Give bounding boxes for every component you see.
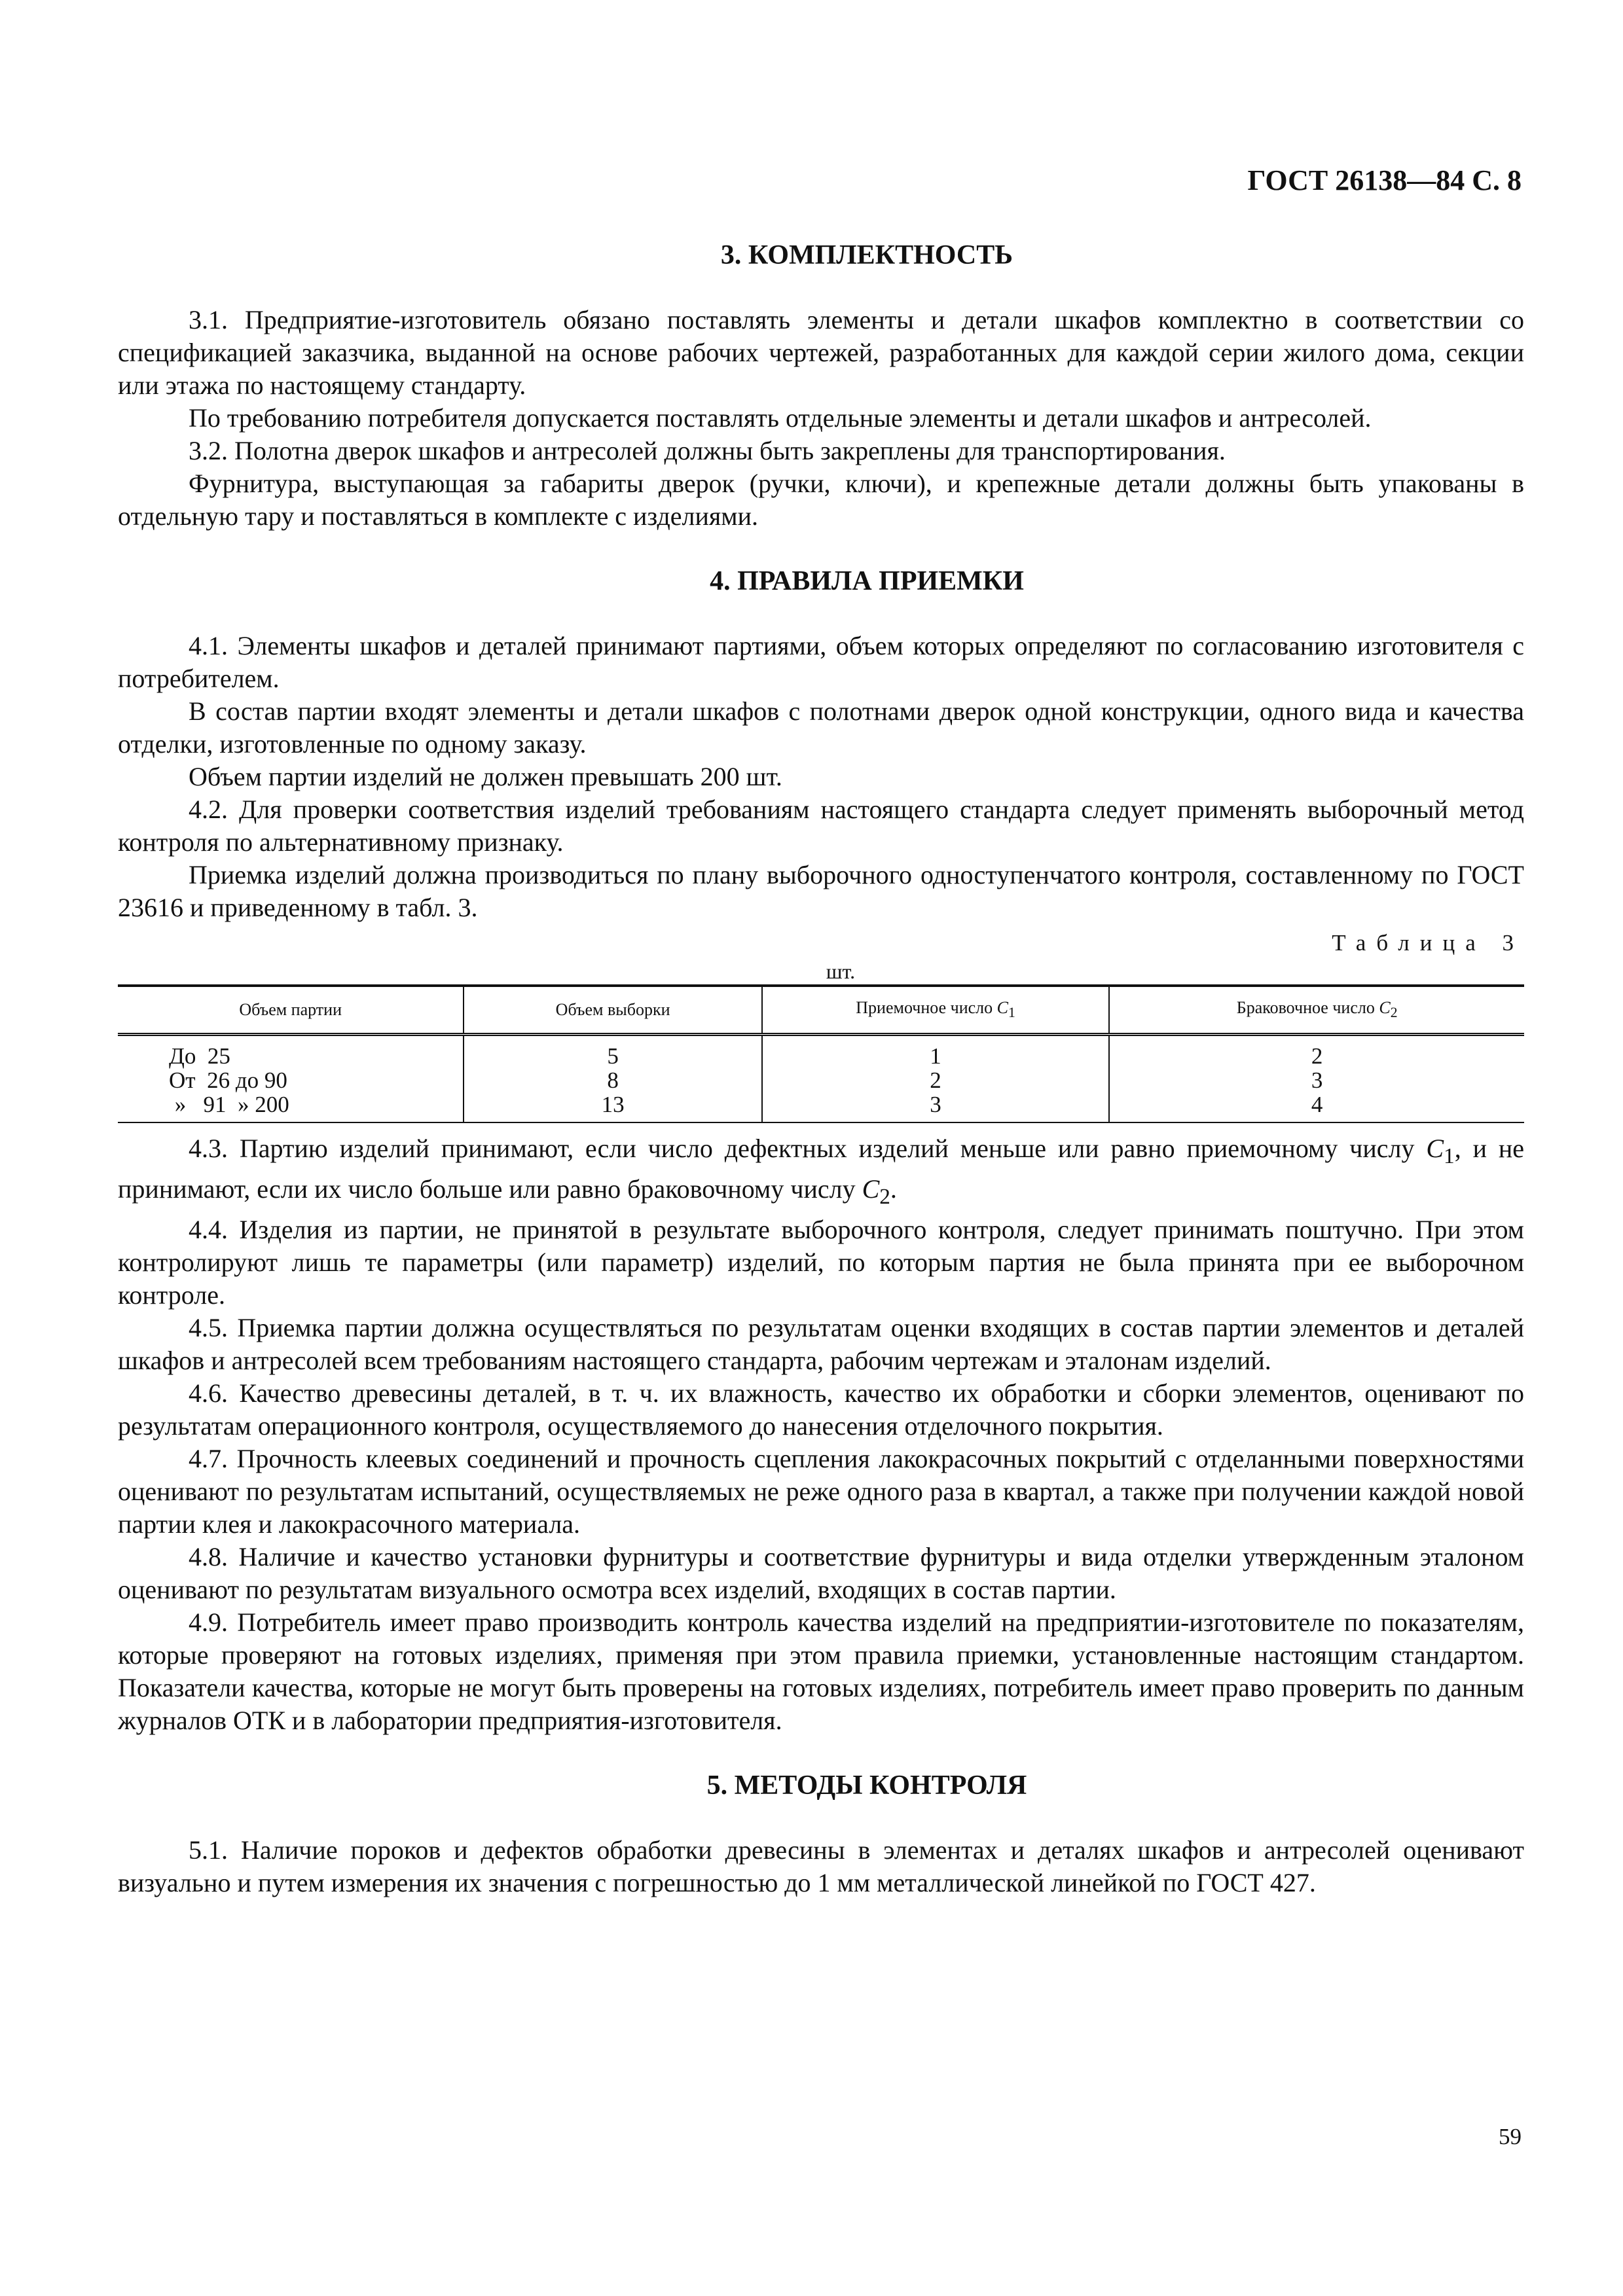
paragraph-4-3: 4.3. Партию изделий принимают, если число дефектных изделий меньше или равно приемочному числу $C_1$, и не принимают, если их число больше или равно браковочному числу $C_2$. (118, 1134, 1524, 1209)
paragraph-4-5: 4.5. Приемка партии должна осуществляться по результатам оценки входящих в состав партии элементов и деталей шкафов и антресолей всем требованиям настоящего стандарта, рабочим чертежам и эталонам изделий. (118, 1313, 1524, 1375)
table-header-lot: Объем партии (118, 986, 464, 1035)
paragraph-3-2-b: Фурнитура, выступающая за габариты дверок (ручки, ключи), и крепежные детали должны быть упакованы в отдельную тару и поставляться в комплекте с изделиями. (118, 469, 1524, 531)
table-cell-lot: От 26 до 90 (169, 1067, 287, 1093)
paragraph-4-8: 4.8. Наличие и качество установки фурнитуры и соответствие фурнитуры и вида отделки утвержденным эталоном оценивают по результатам визуального осмотра всех изделий, входящих в состав партии. (118, 1542, 1524, 1604)
table-row (118, 1092, 1524, 1122)
table-cell-sample: 5 (464, 1035, 761, 1069)
paragraph-4-6: 4.6. Качество древесины деталей, в т. ч. их влажность, качество их обработки и сборки элементов, оценивают по результатам операционного контроля, осуществляемого до нанесения отделочного покрытия. (118, 1378, 1524, 1441)
section-4-title: 4. ПРАВИЛА ПРИЕМКИ (710, 566, 1024, 596)
paragraph-3-2: 3.2. Полотна дверок шкафов и антресолей должны быть закреплены для транспортирования. (189, 436, 1226, 465)
table-cell-sample: 8 (464, 1068, 761, 1092)
table-row (118, 1035, 1524, 1069)
table-cell-lot: » 91 » 200 (118, 1092, 464, 1122)
section-5-title: 5. МЕТОДЫ КОНТРОЛЯ (706, 1770, 1027, 1801)
table-unit: шт. (826, 960, 856, 983)
paragraph-4-9: 4.9. Потребитель имеет право производить контроль качества изделий на предприятии-изготовителе по показателям, которые проверяют на готовых изделиях, применяя при этом правила приемки, установленные настоящим стандартом. Показатели качества, которые не могут быть проверены на готовых изделиях, потребитель имеет право проверить по данным журналов ОТК и в лаборатории предприятия-изготовителя. (118, 1607, 1524, 1735)
table-cell-lot: До 25 (169, 1043, 230, 1069)
running-head: ГОСТ 26138—84 С. 8 (1247, 164, 1522, 196)
paragraph-5-1: 5.1. Наличие пороков и дефектов обработки древесины в элементах и деталях шкафов и антресолей оценивают визуально и путем измерения их значения с погрешностью до 1 мм металлической линейкой по ГОСТ 427. (118, 1835, 1524, 1897)
table-row (118, 1068, 1524, 1092)
table-caption: Таблица 3 (1332, 930, 1524, 956)
paragraph-3-1-b: По требованию потребителя допускается поставлять отдельные элементы и детали шкафов и антресолей. (189, 403, 1372, 433)
table-3 (118, 984, 1524, 1123)
table-header-reject: Браковочное число $C_2$ (1109, 986, 1524, 1035)
section-3-title: 3. КОМПЛЕКТНОСТЬ (720, 240, 1013, 270)
paragraph-4-4: 4.4. Изделия из партии, не принятой в результате выборочного контроля, следует принимать поштучно. При этом контролируют лишь те параметры (или параметр) изделий, по которым партия не была принята при ее выборочном контроле. (118, 1215, 1524, 1310)
paragraph-3-1: 3.1. Предприятие-изготовитель обязано поставлять элементы и детали шкафов комплектно в соответствии со спецификацией заказчика, выданной на основе рабочих чертежей, разработанных для каждой серии жилого дома, секции или этажа по настоящему стандарту. (118, 305, 1524, 400)
table-cell-sample: 13 (464, 1092, 761, 1122)
paragraph-4-1: 4.1. Элементы шкафов и деталей принимают партиями, объем которых определяют по согласованию изготовителя с потребителем. (118, 631, 1524, 693)
page-content (118, 237, 1524, 1899)
table-header-accept: Приемочное число $C_1$ (762, 986, 1110, 1035)
table-cell-reject: 4 (1109, 1092, 1524, 1122)
table-cell-accept: 1 (762, 1035, 1110, 1069)
paragraph-4-7: 4.7. Прочность клеевых соединений и прочность сцепления лакокрасочных покрытий с отделанными поверхностями оценивают по результатам испытаний, осуществляемых не реже одного раза в квартал, а также при получении каждой новой партии клея и лакокрасочного материала. (118, 1444, 1524, 1539)
paragraph-4-2-b: Приемка изделий должна производиться по плану выборочного одноступенчатого контроля, составленному по ГОСТ 23616 и приведенному в табл. 3. (118, 860, 1524, 922)
table-cell-reject: 3 (1109, 1068, 1524, 1092)
paragraph-4-1-b: В состав партии входят элементы и детали шкафов с полотнами дверок одной конструкции, одного вида и качества отделки, изготовленные по одному заказу. (118, 696, 1524, 759)
table-cell-accept: 3 (762, 1092, 1110, 1122)
page-number: 59 (1499, 2124, 1522, 2149)
table-header-sample: Объем выборки (464, 986, 761, 1035)
table-cell-reject: 2 (1109, 1035, 1524, 1069)
paragraph-4-2: 4.2. Для проверки соответствия изделий требованиям настоящего стандарта следует применять выборочный метод контроля по альтернативному признаку. (118, 795, 1524, 857)
table-cell-accept: 2 (762, 1068, 1110, 1092)
paragraph-4-1-c: Объем партии изделий не должен превышать 200 шт. (189, 762, 782, 791)
